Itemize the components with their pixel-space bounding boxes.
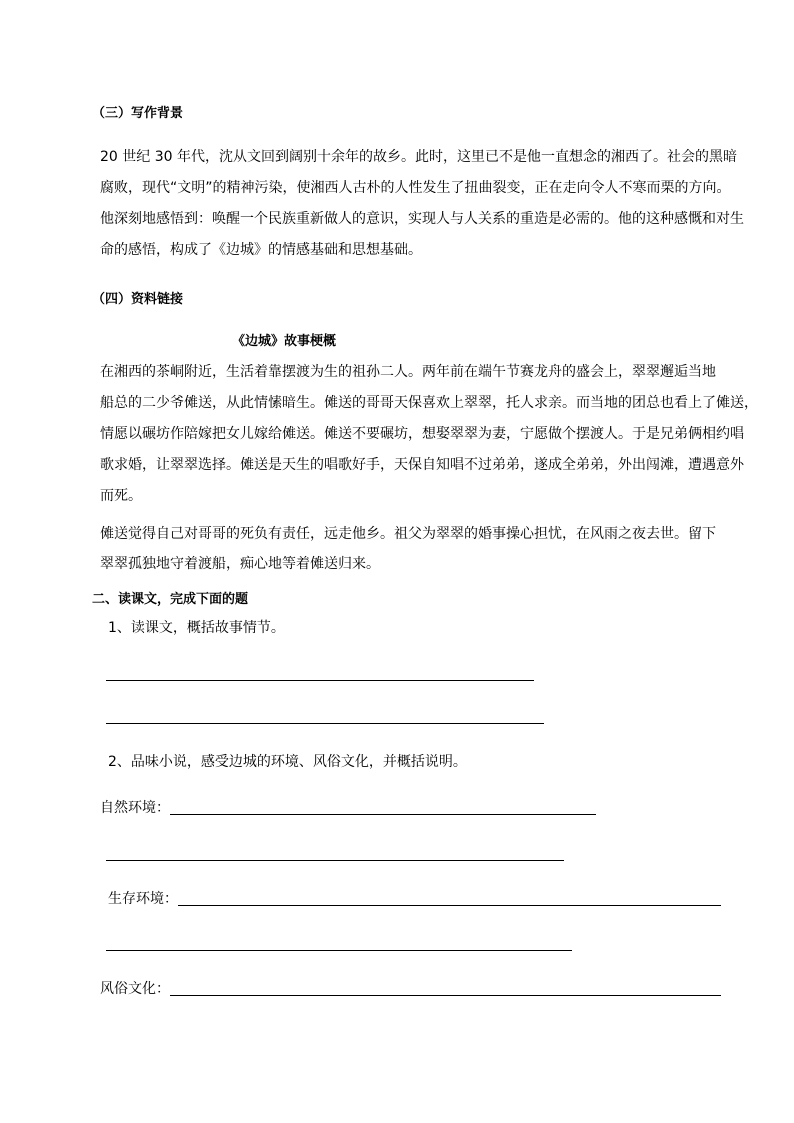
- section-heading-materials: （四）资料链接: [92, 292, 184, 307]
- question-1: 1、读课文，概括故事情节。: [108, 620, 285, 636]
- background-line-3: 他深刻地感悟到：唤醒一个民族重新做人的意识，实现人与人关系的重造是必需的。他的这种感慨和对生: [100, 211, 744, 227]
- synopsis-line-4: 歌求婚，让翠翠选择。傩送是天生的唱歌好手，天保自知唱不过弟弟，遂成全弟弟，外出闯滩，遭遇意外: [100, 457, 744, 473]
- answer-line-living-1[interactable]: [178, 905, 721, 906]
- background-line-2: 腐败，现代“文明”的精神污染，使湘西人古朴的人性发生了扭曲裂变，正在走向令人不寒而栗的方向。: [100, 180, 731, 196]
- answer-line-q1-1[interactable]: [106, 680, 534, 681]
- label-custom-culture: 风俗文化：: [100, 981, 170, 997]
- exercise-heading: 二、读课文，完成下面的题: [92, 592, 249, 607]
- label-living-environment: 生存环境：: [108, 891, 178, 907]
- answer-line-nature-1[interactable]: [170, 814, 596, 815]
- question-2: 2、品味小说，感受边城的环境、风俗文化，并概括说明。: [108, 754, 467, 770]
- answer-line-custom[interactable]: [170, 995, 721, 996]
- label-natural-environment: 自然环境：: [100, 800, 170, 816]
- answer-line-q1-2[interactable]: [106, 723, 544, 724]
- synopsis-line-1: 在湘西的茶峒附近，生活着靠摆渡为生的祖孙二人。两年前在端午节赛龙舟的盛会上，翠翠邂逅当地: [100, 364, 716, 380]
- synopsis-line-5: 而死。: [100, 488, 142, 504]
- answer-line-nature-2[interactable]: [106, 860, 564, 861]
- synopsis-title: 《边城》故事梗概: [232, 334, 337, 349]
- answer-line-living-2[interactable]: [106, 950, 572, 951]
- synopsis-line-3: 情愿以碾坊作陪嫁把女儿嫁给傩送。傩送不要碾坊，想娶翠翠为妻，宁愿做个摆渡人。于是兄弟俩相约唱: [100, 426, 744, 442]
- section-heading-background: （三）写作背景: [92, 106, 184, 121]
- background-line-4: 命的感悟，构成了《边城》的情感基础和思想基础。: [100, 242, 422, 258]
- synopsis-line-2: 船总的二少爷傩送，从此情愫暗生。傩送的哥哥天保喜欢上翠翠，托人求亲。而当地的团总也看上了傩送，: [100, 395, 758, 411]
- synopsis-line-6: 傩送觉得自己对哥哥的死负有责任，远走他乡。祖父为翠翠的婚事操心担忧，在风雨之夜去世。留下: [100, 526, 716, 542]
- background-line-1: 20 世纪 30 年代，沈从文回到阔别十余年的故乡。此时，这里已不是他一直想念的湘西了。社会的黑暗: [100, 149, 737, 165]
- synopsis-line-7: 翠翠孤独地守着渡船，痴心地等着傩送归来。: [100, 556, 380, 572]
